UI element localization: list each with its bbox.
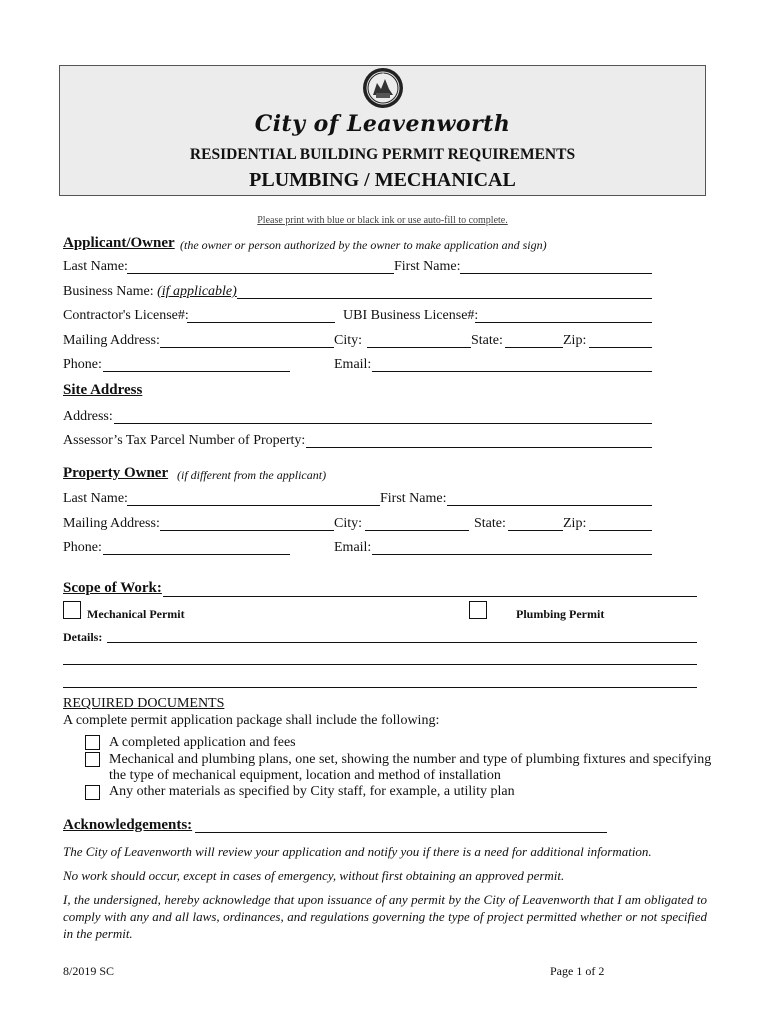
parcel-number-label: Assessor’s Tax Parcel Number of Property: bbox=[63, 433, 306, 448]
ubi-license-field[interactable] bbox=[475, 322, 652, 323]
form-title: PLUMBING / MECHANICAL bbox=[249, 169, 516, 191]
applicant-phone-field[interactable] bbox=[103, 371, 290, 372]
applicant-last-name-label: Last Name: bbox=[63, 259, 128, 274]
owner-city-field[interactable] bbox=[365, 530, 469, 531]
property-owner-heading: Property Owner bbox=[63, 465, 169, 481]
revision-code: 8/2019 SC bbox=[63, 964, 115, 978]
owner-first-name-label: First Name: bbox=[380, 491, 447, 506]
property-owner-note: (if different from the applicant) bbox=[177, 468, 327, 482]
applicant-first-name-field[interactable] bbox=[460, 273, 652, 274]
applicant-zip-field[interactable] bbox=[589, 347, 652, 348]
plumbing-permit-label: Plumbing Permit bbox=[516, 607, 605, 621]
applicant-state-label: State: bbox=[471, 333, 503, 348]
owner-mailing-label: Mailing Address: bbox=[63, 516, 160, 531]
parcel-number-field[interactable] bbox=[306, 447, 652, 448]
details-line-3[interactable] bbox=[63, 687, 697, 688]
owner-phone-label: Phone: bbox=[63, 540, 102, 555]
owner-zip-label: Zip: bbox=[563, 516, 587, 531]
owner-last-name-label: Last Name: bbox=[63, 491, 128, 506]
applicant-city-field[interactable] bbox=[367, 347, 471, 348]
business-name-label: Business Name: (if applicable) bbox=[63, 284, 237, 299]
owner-state-label: State: bbox=[474, 516, 506, 531]
details-label: Details: bbox=[63, 630, 103, 644]
ack-paragraph-1: The City of Leavenworth will review your application and notify you if there is a need for additional information. bbox=[63, 844, 652, 859]
applicant-last-name-field[interactable] bbox=[127, 273, 394, 274]
owner-mailing-field[interactable] bbox=[160, 530, 334, 531]
required-item2-text-line1: Mechanical and plumbing plans, one set, showing the number and type of plumbing fixtures and specifying bbox=[109, 752, 712, 767]
applicant-mailing-field[interactable] bbox=[160, 347, 334, 348]
applicant-city-label: City: bbox=[334, 333, 363, 348]
required-docs-heading: REQUIRED DOCUMENTS bbox=[63, 696, 225, 711]
required-item2-text-line2: the type of mechanical equipment, location and method of installation bbox=[109, 768, 501, 783]
required-item3-checkbox[interactable] bbox=[85, 785, 100, 800]
site-address-label: Address: bbox=[63, 409, 113, 424]
applicant-email-field[interactable] bbox=[372, 371, 652, 372]
required-docs-intro: A complete permit application package shall include the following: bbox=[63, 713, 440, 728]
site-address-field[interactable] bbox=[114, 423, 652, 424]
ubi-license-label: UBI Business License#: bbox=[343, 308, 479, 323]
applicant-first-name-label: First Name: bbox=[394, 259, 461, 274]
applicant-mailing-label: Mailing Address: bbox=[63, 333, 160, 348]
city-name: City of Leavenworth bbox=[254, 111, 511, 137]
applicant-zip-label: Zip: bbox=[563, 333, 587, 348]
applicant-heading: Applicant/Owner bbox=[63, 235, 175, 251]
scope-heading-rule bbox=[163, 596, 697, 597]
mechanical-permit-label: Mechanical Permit bbox=[87, 607, 185, 621]
owner-email-label: Email: bbox=[334, 540, 372, 555]
city-seal-icon bbox=[362, 67, 404, 109]
ack-paragraph-2: No work should occur, except in cases of emergency, without first obtaining an approved permit. bbox=[63, 868, 565, 883]
required-item3-text: Any other materials as specified by City staff, for example, a utility plan bbox=[109, 784, 515, 799]
owner-email-field[interactable] bbox=[372, 554, 652, 555]
page-number: Page 1 of 2 bbox=[550, 964, 605, 978]
required-item2-checkbox[interactable] bbox=[85, 752, 100, 767]
plumbing-permit-checkbox[interactable] bbox=[469, 601, 487, 619]
details-line-1[interactable] bbox=[107, 642, 697, 643]
details-line-2[interactable] bbox=[63, 664, 697, 665]
owner-city-label: City: bbox=[334, 516, 363, 531]
mechanical-permit-checkbox[interactable] bbox=[63, 601, 81, 619]
required-item1-checkbox[interactable] bbox=[85, 735, 100, 750]
acknowledgements-rule bbox=[195, 832, 607, 833]
owner-phone-field[interactable] bbox=[103, 554, 290, 555]
applicant-email-label: Email: bbox=[334, 357, 372, 372]
owner-last-name-field[interactable] bbox=[127, 505, 380, 506]
site-address-heading: Site Address bbox=[63, 382, 143, 398]
form-subtitle: RESIDENTIAL BUILDING PERMIT REQUIREMENTS bbox=[189, 146, 576, 163]
owner-first-name-field[interactable] bbox=[447, 505, 652, 506]
applicant-state-field[interactable] bbox=[505, 347, 563, 348]
ack-paragraph-3: I, the undersigned, hereby acknowledge that upon issuance of any permit by the City of Leavenworth that I am obligated to comply with any and all laws, ordinances, and regulations governing the type of project permitted whether or not specified in the permit. bbox=[63, 892, 707, 941]
acknowledgements-heading: Acknowledgements: bbox=[63, 817, 193, 833]
business-name-field[interactable] bbox=[237, 298, 652, 299]
applicant-note: (the owner or person authorized by the owner to make application and sign) bbox=[180, 238, 547, 252]
owner-state-field[interactable] bbox=[508, 530, 563, 531]
required-item1-text: A completed application and fees bbox=[109, 735, 296, 750]
applicant-phone-label: Phone: bbox=[63, 357, 102, 372]
owner-zip-field[interactable] bbox=[589, 530, 652, 531]
scope-heading: Scope of Work: bbox=[63, 580, 162, 596]
instruction-text: Please print with blue or black ink or use auto-fill to complete. bbox=[257, 215, 508, 226]
contractor-license-field[interactable] bbox=[187, 322, 335, 323]
contractor-license-label: Contractor's License#: bbox=[63, 308, 189, 323]
